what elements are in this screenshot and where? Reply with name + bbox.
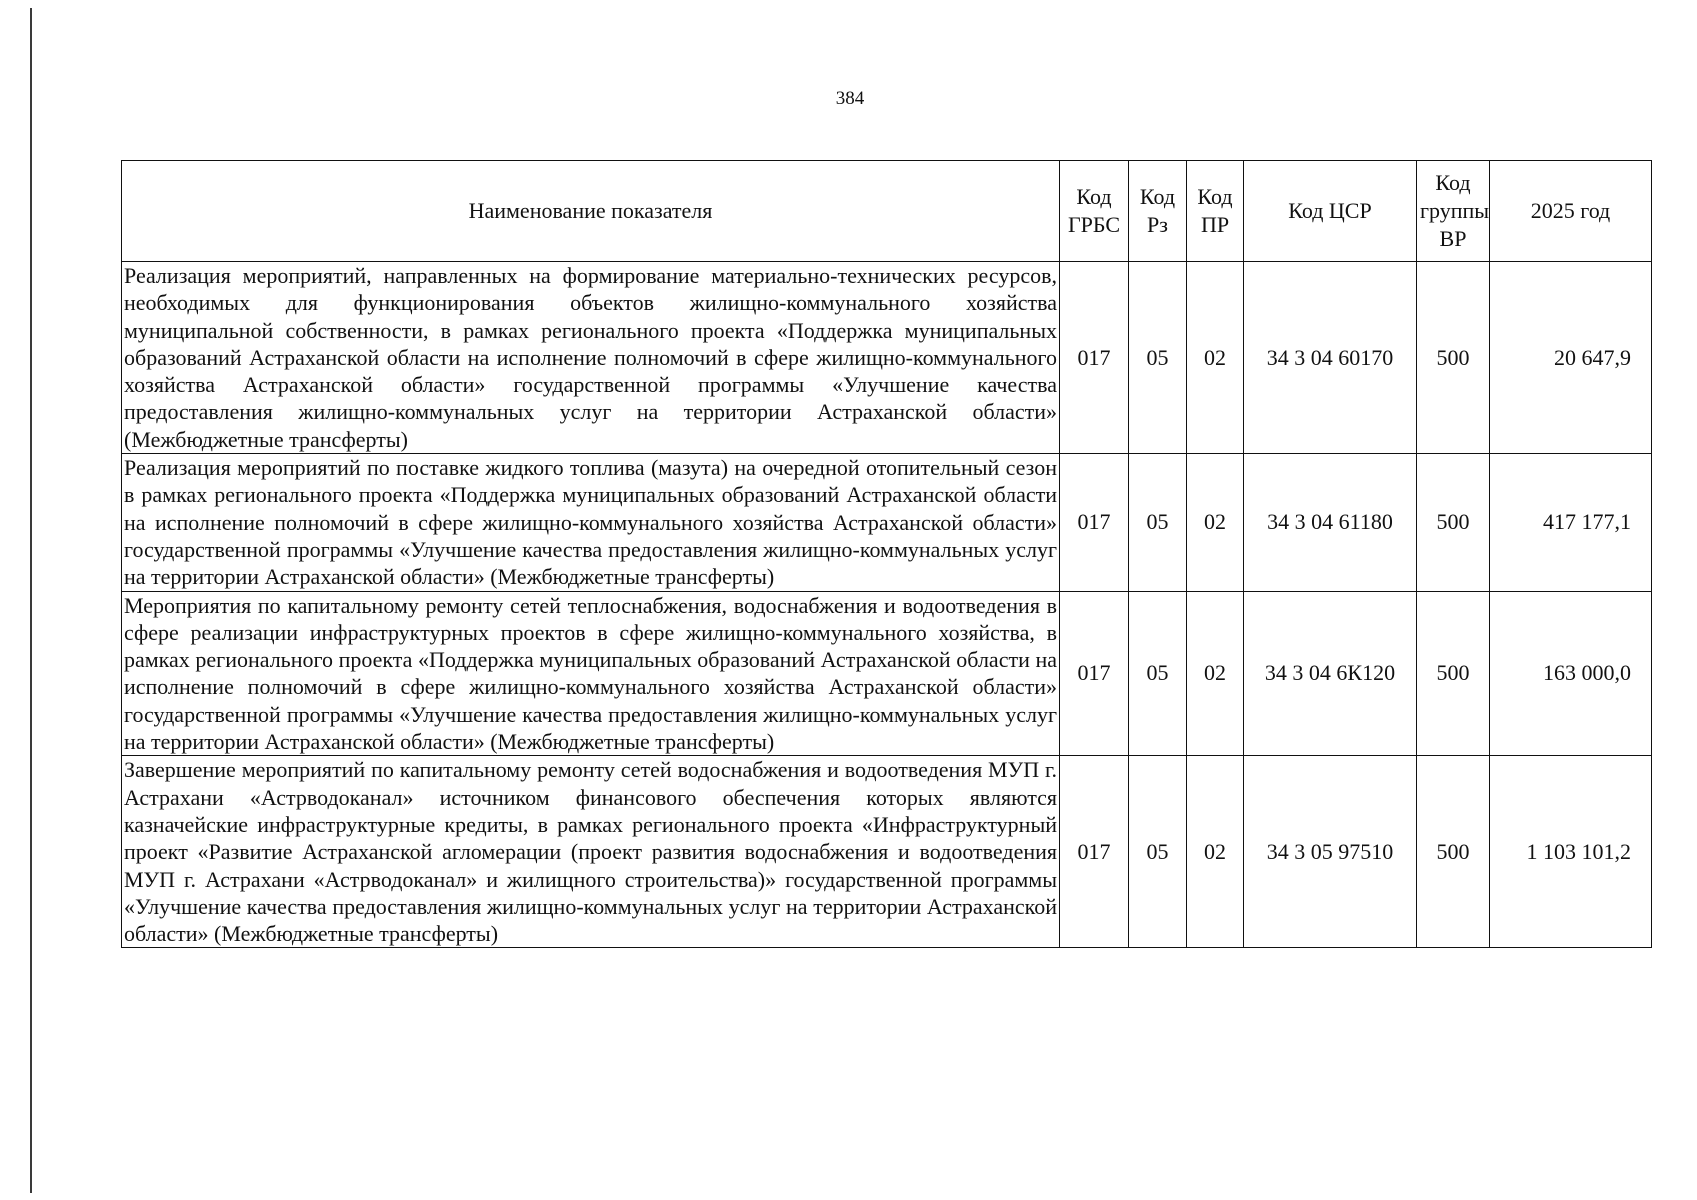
row-vr: 500	[1417, 591, 1490, 756]
row-csr: 34 3 04 61180	[1244, 454, 1417, 591]
row-rz: 05	[1129, 454, 1187, 591]
header-rz: Код Рз	[1129, 161, 1187, 262]
row-name: Реализация мероприятий по поставке жидкого топлива (мазута) на очередной отопительный сезон в рамках регионального проекта «Поддержка муниципальных образований Астраханской области на исполнение полномочий в сфере жилищно-коммунального хозяйства Астраханской области» государственной программы «Улучшение качества предоставления жилищно-коммунальных услуг на территории Астраханской области» (Межбюджетные трансферты)	[122, 454, 1060, 591]
row-grbs: 017	[1060, 756, 1129, 948]
table-row	[122, 454, 1652, 591]
table-header-row	[122, 161, 1652, 262]
header-csr: Код ЦСР	[1244, 161, 1417, 262]
row-name: Мероприятия по капитальному ремонту сетей теплоснабжения, водоснабжения и водоотведения в сфере реализации инфраструктурных проектов в сфере жилищно-коммунального хозяйства, в рамках регионального проекта «Поддержка муниципальных образований Астраханской области на исполнение полномочий в сфере жилищно-коммунального хозяйства Астраханской области» государственной программы «Улучшение качества предоставления жилищно-коммунальных услуг на территории Астраханской области» (Межбюджетные трансферты)	[122, 591, 1060, 756]
row-amount: 1 103 101,2	[1490, 756, 1652, 948]
row-vr: 500	[1417, 454, 1490, 591]
row-rz: 05	[1129, 262, 1187, 454]
row-grbs: 017	[1060, 454, 1129, 591]
row-pr: 02	[1187, 262, 1244, 454]
row-grbs: 017	[1060, 262, 1129, 454]
row-vr: 500	[1417, 262, 1490, 454]
row-amount: 163 000,0	[1490, 591, 1652, 756]
row-csr: 34 3 04 6К120	[1244, 591, 1417, 756]
header-year: 2025 год	[1490, 161, 1652, 262]
row-pr: 02	[1187, 591, 1244, 756]
row-csr: 34 3 04 60170	[1244, 262, 1417, 454]
table-row	[122, 591, 1652, 756]
row-name: Завершение мероприятий по капитальному ремонту сетей водоснабжения и водоотведения МУП г. Астрахани «Астрводоканал» источником финансового обеспечения которых являются казначейские инфраструктурные кредиты, в рамках регионального проекта «Инфраструктурный проект «Развитие Астраханской агломерации (проект развития водоснабжения и водоотведения МУП г. Астрахани «Астрводоканал» и жилищного строительства)» государственной программы «Улучшение качества предоставления жилищно-коммунальных услуг на территории Астраханской области» (Межбюджетные трансферты)	[122, 756, 1060, 948]
row-rz: 05	[1129, 591, 1187, 756]
header-pr: Код ПР	[1187, 161, 1244, 262]
row-amount: 417 177,1	[1490, 454, 1652, 591]
row-vr: 500	[1417, 756, 1490, 948]
row-amount: 20 647,9	[1490, 262, 1652, 454]
row-name: Реализация мероприятий, направленных на формирование материально-технических ресурсов, необходимых для функционирования объектов жилищно-коммунального хозяйства муниципальной собственности, в рамках регионального проекта «Поддержка муниципальных образований Астраханской области на исполнение полномочий в сфере жилищно-коммунального хозяйства Астраханской области» государственной программы «Улучшение качества предоставления жилищно-коммунальных услуг на территории Астраханской области» (Межбюджетные трансферты)	[122, 262, 1060, 454]
table-row	[122, 756, 1652, 948]
header-vr: Код группы ВР	[1417, 161, 1490, 262]
row-csr: 34 3 05 97510	[1244, 756, 1417, 948]
row-grbs: 017	[1060, 591, 1129, 756]
scan-border-line	[30, 8, 32, 1193]
table-row	[122, 262, 1652, 454]
header-name: Наименование показателя	[122, 161, 1060, 262]
page-number: 384	[835, 88, 865, 109]
header-grbs: Код ГРБС	[1060, 161, 1129, 262]
budget-table	[121, 160, 1652, 948]
row-pr: 02	[1187, 756, 1244, 948]
row-rz: 05	[1129, 756, 1187, 948]
row-pr: 02	[1187, 454, 1244, 591]
